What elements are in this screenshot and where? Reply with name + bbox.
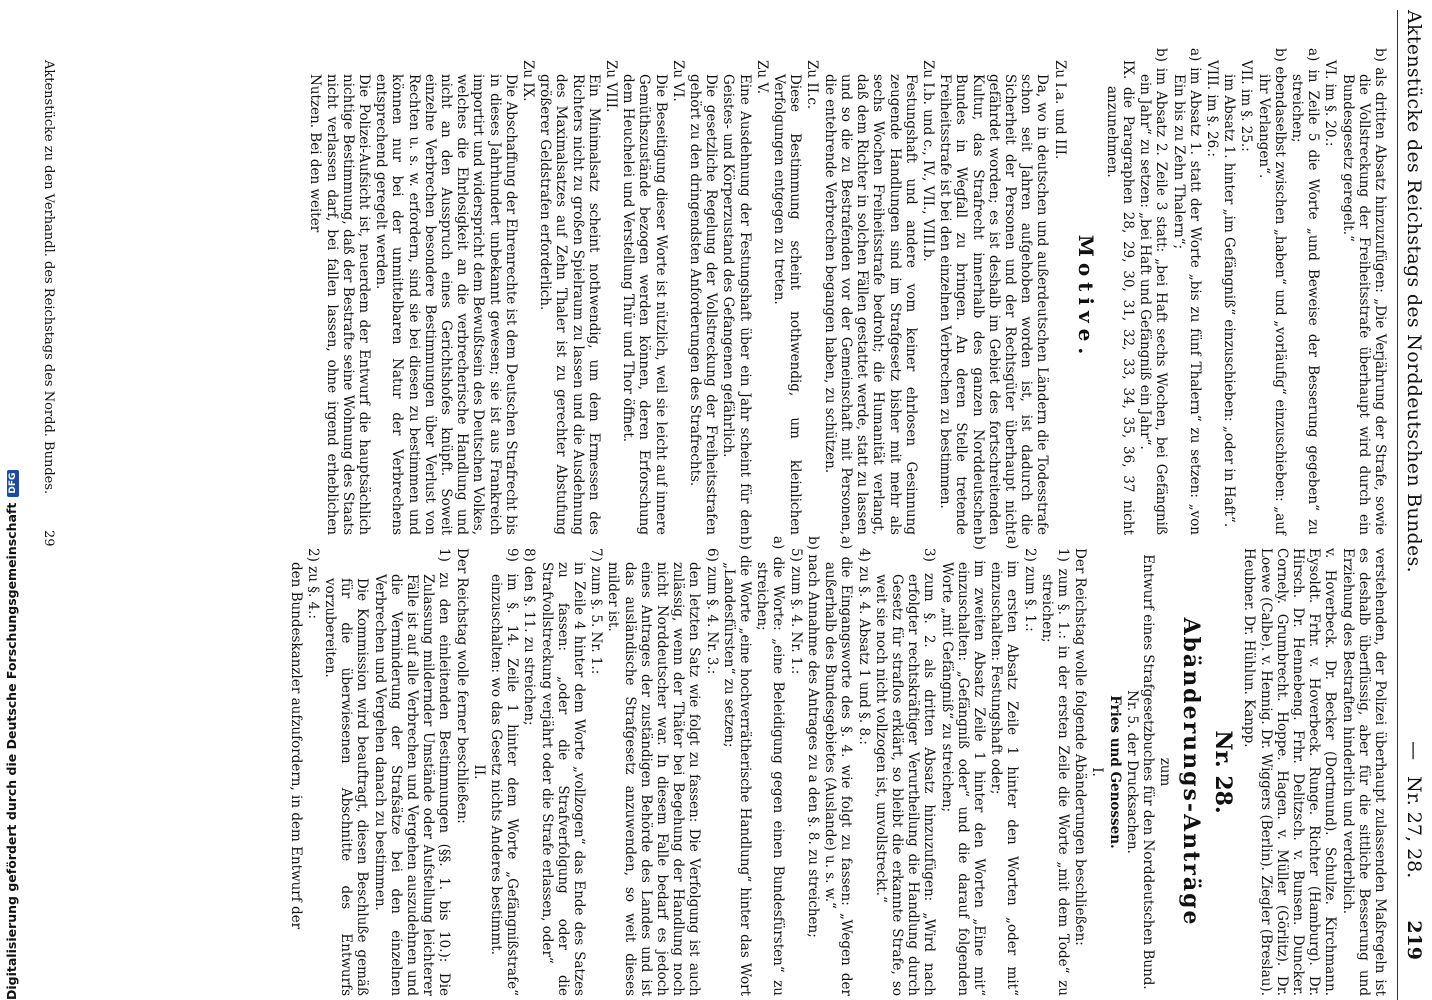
text-paragraph: Abänderungs-Anträge bbox=[1178, 617, 1205, 927]
text-paragraph: a) in Zeile 5 die Worte „und Beweise der Besserung gegeben“ zu streichen; bbox=[1288, 48, 1322, 535]
text-paragraph: 2) zum §. 1.: bbox=[1021, 548, 1038, 632]
text-paragraph: a) die Eingangsworte des §. 4. wie folgt zu fassen: „Wegen der außerhalb des Bundesgebietes (Auslande) u. s. w.“ bbox=[822, 536, 855, 996]
text-paragraph: Zu V. bbox=[753, 60, 770, 95]
text-paragraph: 1) zum §. 1.: in der ersten Zeile die Worte „mit dem Tode“ zu streichen; bbox=[1038, 548, 1071, 996]
text-paragraph: 5) zum §. 4. Nr. 1.: bbox=[787, 548, 804, 675]
text-paragraph: Die Beseitigung dieser Worte ist nützlich, weil sie leicht auf innere Gemüthszustände bezogen werden können, deren Erforschung dem Heuchelei und Verstellung Thür und Thor öffnet. bbox=[620, 74, 669, 535]
text-paragraph: Zu IX. bbox=[520, 60, 537, 102]
text-paragraph: 3) zum §. 2. als dritten Absatz hinzuzufügen: „Wird nach erfolgter rechtskräftiger Verurtheilung die Handlung durch Gesetz für straflos erklärt, so bleibt die erkannte Strafe, so weit sie noch nicht vollzogen ist, unvollstreckt.“ bbox=[872, 548, 938, 996]
digitization-credit bbox=[4, 0, 24, 1000]
text-paragraph: b) die Worte „eine hochverrätherische Handlung“ hinter das Wort „Landesfürsten“ zu setzen; bbox=[720, 536, 754, 996]
text-paragraph: Der Reichstag wolle folgende Abänderungen beschließen: bbox=[1072, 548, 1089, 946]
text-paragraph: Die Polizei-Aufsicht ist, neuerdem der Entwurf die hauptsächlich nichtige Bestimmung, daß der Bestrafte seine Wohnung des Staats nicht verlassen darf, bei fallen lassen, ohne irgend erheblichen Nutzen. Bei den weiter bbox=[307, 74, 373, 535]
text-paragraph: Da, wo in deutschen und außerdeutschen Ländern die Todesstrafe schon seit Jahren aufgehoben worden ist, ist dadurch die Sicherheit der Personen und der Rechtsgüter überhaupt nicht gefährdet worden; es ist deshalb im Gebiet des fortschreitenden Kultur, das Strafrecht innerhalb des ganzen Norddeutschen Bundes in Wegfall zu bringen. An deren Stelle tretende Freiheitsstrafe ist bei den einzelnen Verbrechen zu bestimmen. bbox=[937, 74, 1051, 535]
text-paragraph: 4) zu §. 4. Absatz 1 und §. 8.: bbox=[855, 548, 872, 745]
text-paragraph: Eine Ausdehnung der Festungshaft über ein Jahr scheint für den Geistes- und Körperzustand des Gefangenen gefährlich. bbox=[720, 74, 753, 535]
left-text-column bbox=[306, 48, 1388, 535]
text-paragraph: a) im ersten Absatz Zeile 1 hinter den Worten „oder mit“ einzuschalten: Festungshaft oder; bbox=[988, 536, 1021, 996]
header-right bbox=[1403, 731, 1425, 960]
text-paragraph: VI. im §. 20.: bbox=[1322, 60, 1339, 147]
text-paragraph: zum bbox=[1157, 757, 1174, 787]
text-paragraph: den Bundeskanzler aufzufordern, in dem Entwurf der bbox=[287, 562, 304, 930]
page-number: 219 bbox=[1403, 920, 1425, 960]
page-footer bbox=[40, 60, 56, 995]
text-paragraph: 7) zum §. 5. Nr. 1.: bbox=[588, 548, 605, 675]
text-paragraph: 2) zu §. 4.: bbox=[304, 548, 321, 620]
text-paragraph: b) ebendaselbst zwischen „haben“ und „vorläufig“ einzuschieben: „auf ihr Verlangen“. bbox=[1255, 48, 1288, 535]
text-paragraph: b) im Absatz 2. Zeile 3 statt: „bei Haft sechs Wochen, bei Gefängniß ein Jahr“ zu setzen: „bei Haft und Gefängniß ein Jahr“. bbox=[1137, 48, 1170, 535]
header-dash: — bbox=[1403, 741, 1425, 761]
text-paragraph: a) im Absatz 1. statt der Worte „bis zu fünf Thalern“ zu setzen: „von Ein bis zu Zehn Thalern“; bbox=[1170, 48, 1203, 535]
dfg-logo: DFG bbox=[7, 470, 19, 497]
header-issue-number: Nr. 27, 28. bbox=[1403, 776, 1425, 879]
text-paragraph: im Absatz 1. hinter „im Gefängniß“ einzuschieben: „oder in Haft“. bbox=[1221, 74, 1238, 528]
header-title: Aktenstücke des Reichstags des Norddeutschen Bundes. bbox=[1403, 10, 1425, 573]
text-paragraph: Ein Minimalsatz scheint nothwendig, um dem Ermessen des Richters nicht zu großen Spielraum zu lassen und die Ausdehnung des Maximalsatzes auf Zehn Thaler ist zu gerechter Abstufung größerer Geldstrafen erforderlich. bbox=[537, 74, 602, 535]
signature-mark: 29 bbox=[41, 530, 56, 547]
text-paragraph: Der Reichstag wolle ferner beschließen: bbox=[453, 548, 470, 824]
text-paragraph: Zu II.c. bbox=[804, 60, 821, 110]
text-paragraph: in Zeile 4 hinter dem Worte „vollzogen“ das Ende des Satzes zu fassen: „oder die Strafverfolgung oder die Strafvollstreckung verjährt oder die Strafe erlassen, oder“ bbox=[538, 562, 588, 996]
text-paragraph: v. Hoverbeck. Dr. Becker (Dortmund). Schulze. Kirchmann. Eysoldt. Frhr. v. Hoverbeck. Runge. Richter (Hamburg). Dr. Hirsch. Dr. Hennebeng. Frhr. Delitzsch. v. Bunsen. Duncker. Cornely. Grumbrecht. Hoppe. Hagen. v. Müller (Görlitz). Dr. Loewe (Calbe). v. Hennig. Dr. Wiggers (Berlin). Ziegler (Breslau). Heubner. Dr. Hühlun. Kanpp. bbox=[1241, 548, 1339, 996]
text-paragraph: a) die Worte: „eine Beleidigung gegen einen Bundesfürsten“ zu streichen; bbox=[754, 536, 787, 996]
text-paragraph: Motive. bbox=[1073, 234, 1098, 361]
right-text-column bbox=[286, 536, 1388, 996]
text-paragraph: Nr. 28. bbox=[1210, 730, 1237, 814]
text-paragraph: IX. die Paragraphen 28, 29, 30, 31, 32, 33, 34, 35, 36, 37 nicht anzunehmen. bbox=[1103, 60, 1136, 535]
text-paragraph: Diese Bestimmung scheint nothwendig, um kleinlichen Verfolgungen entgegen zu treten. bbox=[771, 74, 804, 535]
text-paragraph: VII. im §. 25.: bbox=[1238, 60, 1255, 152]
text-paragraph: 6) zum §. 4. Nr. 3.: bbox=[703, 548, 720, 675]
text-paragraph: Fries und Genossen. bbox=[1106, 695, 1123, 849]
credit-text: Digitalisierung gefördert durch die Deutsche Forschungsgemeinschaft bbox=[4, 502, 19, 1000]
text-paragraph: Die Abschaffung der Ehrenrechte ist dem Deutschen Strafrecht bis in dieses Jahrhundert unbekannt gewesen; sie ist aus Frankreich importirt und widerspricht dem Bewußtsein des Deutschen Volkes, welches die Ehrlosigkeit an die verbrecherische Handlung und nicht an den Ausspruch eines Gerichtshofes knüpft. Soweit einzelne Verbrechen besondere Bestimmungen über Verlust von Rechten u. s. w. erfordern, sind sie bei diesen zu bestimmen und können nur bei der unmittelbaren Natur der Verbrechens entsprechend geregelt werden. bbox=[373, 74, 519, 535]
text-paragraph: VIII. im §. 26.: bbox=[1203, 60, 1220, 158]
text-paragraph: b) nach Annahme des Antrages zu a den §. 8. zu streichen; bbox=[804, 536, 821, 938]
text-paragraph: verstehenden, der Polizei überhaupt zulassenden Maßregeln ist es deshalb überflüssig, aber für die sittliche Besserung und Erziehung des Bestraften hinderlich und verderblich. bbox=[1339, 548, 1388, 996]
footer-source-line: Aktenstücke zu den Verhandl. des Reichstags des Nordd. Bundes. bbox=[41, 60, 56, 495]
text-paragraph: Zu VIII. bbox=[603, 60, 620, 113]
text-paragraph: 8) den §. 11. zu streichen; bbox=[521, 548, 538, 726]
text-paragraph: Entwurf eines Strafgesetzbuches für den Norddeutschen Bund. Nr. 5. der Drucksachen. bbox=[1123, 554, 1156, 990]
rotated-scan-page bbox=[27, 0, 1432, 1000]
text-paragraph: II. bbox=[470, 764, 487, 780]
text-paragraph: Zu VI. bbox=[669, 60, 686, 102]
text-paragraph: 1) zu den einleitenden Bestimmungen (§§. 1. bis 10.): Die Zulassung mildernder Umstände oder Aufstellung leichterer Fälle ist auf alle Verbrechen und Vergehen auszudehnen und die Verminderung der Strafsätze bei den einzelnen Verbrechen und Vergehen danach zu bestimmen. bbox=[371, 548, 453, 996]
text-paragraph: den letzten Satz wie folgt zu fassen: Die Verfolgung ist auch zulässig, wenn der Thäter bei Begehung der Handlung noch nicht Norddeutscher war. In diesem Falle bedarf es jedoch eines Antrages der zuständigen Behörde des Landes und ist das ausländische Strafgesetz anzuwenden, so weit dieses milder ist. bbox=[605, 562, 703, 996]
text-paragraph: Die Kommission wird beauftragt, diesen Beschluße gemäß für die überwiesenen Abschnitte des Entwurfs vorzubereiten. bbox=[322, 578, 371, 996]
page-header bbox=[1397, 10, 1428, 1000]
text-paragraph: Zu I.b. und c., IV., VII., VIII.b. bbox=[919, 60, 936, 262]
text-paragraph: Die gesetzliche Regelung der Vollstreckung der Freiheitsstrafen gehört zu den dringendsten Anforderungen des Strafrechts. bbox=[687, 74, 720, 535]
text-paragraph: 9) im §. 14. Zeile 1 hinter dem Worte „Gefängnißstrafe“ einzuschalten: wo das Gesetz nichts Anderes bestimmt. bbox=[488, 548, 521, 996]
text-paragraph: Zu I.a. und III. bbox=[1051, 60, 1068, 160]
text-paragraph: b) im zweiten Absatz Zeile 1 hinter den Worten „Eine mit“ einzuschalten: „Gefängniß oder“ und die darauf folgenden Worte „mit Gefängniß“ zu streichen; bbox=[938, 536, 987, 996]
text-paragraph: I. bbox=[1089, 767, 1106, 777]
text-paragraph: b) als dritten Absatz hinzuzufügen: „Die Verjährung der Strafe, sowie die Vollstreckung der Freiheitsstrafe überhaupt wird durch ein Bundesgesetz geregelt.“ bbox=[1339, 48, 1388, 535]
text-paragraph: Festungshaft und andere vom keiner ehrlosen Gesinnung zeugende Handlungen sind im Strafgesetz bisher mit mehr als sechs Wochen Freiheitsstrafe bedroht; die Humanität verlangt, daß dem Richter in solchen Fällen gestattet werde, statt zu lassen und so die zu Bestrafenden vor der Gemeinschaft mit Personen, die entehrende Verbrechen begangen haben, zu schützen. bbox=[821, 74, 919, 535]
